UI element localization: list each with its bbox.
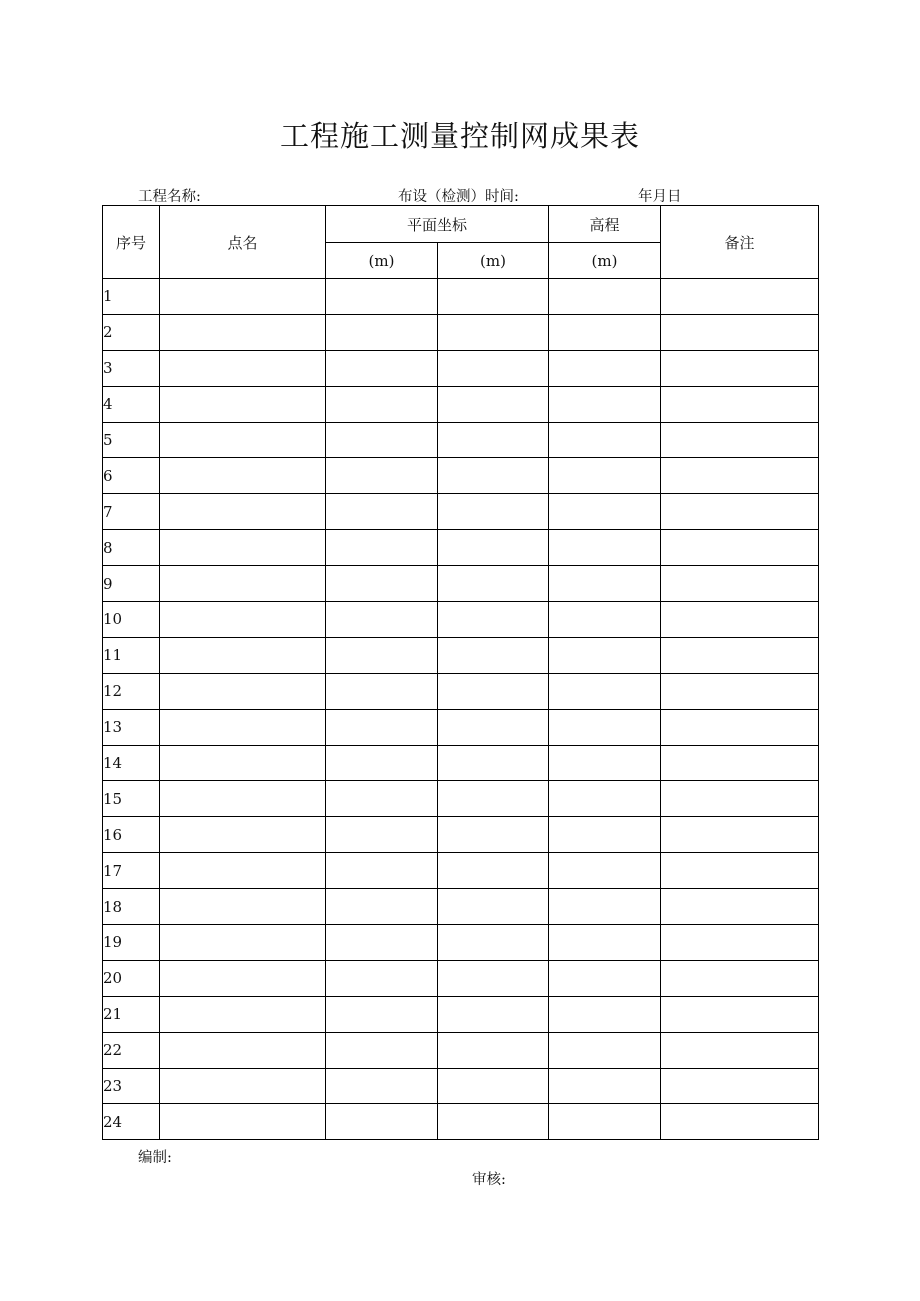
- table-row: [103, 709, 819, 745]
- compiled-by-label: 编制:: [138, 1150, 172, 1166]
- table-row: [103, 745, 819, 781]
- cell-coord-x[interactable]: [326, 350, 438, 386]
- cell-coord-x[interactable]: [326, 889, 438, 925]
- header-elevation: 高程: [549, 206, 661, 243]
- reviewed-by-label: 审核:: [472, 1172, 506, 1188]
- cell-point-name[interactable]: [160, 279, 326, 315]
- cell-point-name[interactable]: [160, 566, 326, 602]
- cell-coord-x[interactable]: [326, 530, 438, 566]
- table-row: [103, 996, 819, 1032]
- cell-point-name[interactable]: [160, 673, 326, 709]
- row-seq-number: 17: [103, 853, 160, 889]
- cell-coord-y[interactable]: [438, 1068, 549, 1104]
- cell-remark[interactable]: [661, 817, 819, 853]
- cell-remark[interactable]: [661, 637, 819, 673]
- table-row: [103, 637, 819, 673]
- cell-point-name[interactable]: [160, 817, 326, 853]
- cell-elevation[interactable]: [549, 853, 661, 889]
- table-row: [103, 314, 819, 350]
- cell-coord-x[interactable]: [326, 279, 438, 315]
- table-row: [103, 889, 819, 925]
- cell-coord-x[interactable]: [326, 1104, 438, 1140]
- cell-coord-y[interactable]: [438, 494, 549, 530]
- cell-coord-y[interactable]: [438, 314, 549, 350]
- header-remark: 备注: [661, 206, 819, 279]
- cell-point-name[interactable]: [160, 781, 326, 817]
- cell-remark[interactable]: [661, 422, 819, 458]
- cell-point-name[interactable]: [160, 458, 326, 494]
- cell-coord-y[interactable]: [438, 960, 549, 996]
- cell-point-name[interactable]: [160, 1032, 326, 1068]
- row-seq-number: 23: [103, 1068, 160, 1104]
- cell-remark[interactable]: [661, 960, 819, 996]
- cell-remark[interactable]: [661, 458, 819, 494]
- table-row: [103, 458, 819, 494]
- cell-remark[interactable]: [661, 494, 819, 530]
- table-row: [103, 566, 819, 602]
- cell-remark[interactable]: [661, 745, 819, 781]
- row-seq-number: 22: [103, 1032, 160, 1068]
- row-seq-number: 13: [103, 709, 160, 745]
- cell-coord-x[interactable]: [326, 925, 438, 961]
- cell-coord-x[interactable]: [326, 745, 438, 781]
- cell-coord-y[interactable]: [438, 889, 549, 925]
- table-row: [103, 960, 819, 996]
- cell-coord-x[interactable]: [326, 602, 438, 638]
- table-row: [103, 602, 819, 638]
- cell-coord-x[interactable]: [326, 422, 438, 458]
- row-seq-number: 3: [103, 350, 160, 386]
- header-unit-y: (m): [438, 243, 549, 279]
- cell-elevation[interactable]: [549, 709, 661, 745]
- cell-coord-x[interactable]: [326, 709, 438, 745]
- cell-remark[interactable]: [661, 602, 819, 638]
- cell-coord-y[interactable]: [438, 458, 549, 494]
- table-row: [103, 1068, 819, 1104]
- cell-coord-x[interactable]: [326, 960, 438, 996]
- cell-remark[interactable]: [661, 781, 819, 817]
- row-seq-number: 15: [103, 781, 160, 817]
- cell-point-name[interactable]: [160, 960, 326, 996]
- cell-elevation[interactable]: [549, 566, 661, 602]
- cell-point-name[interactable]: [160, 853, 326, 889]
- cell-point-name[interactable]: [160, 422, 326, 458]
- cell-coord-y[interactable]: [438, 817, 549, 853]
- table-row: [103, 817, 819, 853]
- table-row: [103, 853, 819, 889]
- cell-coord-y[interactable]: [438, 566, 549, 602]
- cell-remark[interactable]: [661, 314, 819, 350]
- cell-point-name[interactable]: [160, 386, 326, 422]
- cell-point-name[interactable]: [160, 1068, 326, 1104]
- row-seq-number: 6: [103, 458, 160, 494]
- header-point-name: 点名: [160, 206, 326, 279]
- row-seq-number: 16: [103, 817, 160, 853]
- cell-coord-y[interactable]: [438, 996, 549, 1032]
- cell-point-name[interactable]: [160, 314, 326, 350]
- cell-point-name[interactable]: [160, 996, 326, 1032]
- cell-elevation[interactable]: [549, 314, 661, 350]
- cell-coord-y[interactable]: [438, 530, 549, 566]
- cell-elevation[interactable]: [549, 996, 661, 1032]
- row-seq-number: 9: [103, 566, 160, 602]
- cell-coord-y[interactable]: [438, 350, 549, 386]
- cell-remark[interactable]: [661, 673, 819, 709]
- row-seq-number: 18: [103, 889, 160, 925]
- cell-point-name[interactable]: [160, 530, 326, 566]
- cell-elevation[interactable]: [549, 279, 661, 315]
- cell-point-name[interactable]: [160, 1104, 326, 1140]
- table-row: [103, 494, 819, 530]
- header-seq: 序号: [103, 206, 160, 279]
- cell-coord-x[interactable]: [326, 1032, 438, 1068]
- cell-remark[interactable]: [661, 709, 819, 745]
- row-seq-number: 4: [103, 386, 160, 422]
- table-row: [103, 781, 819, 817]
- cell-elevation[interactable]: [549, 637, 661, 673]
- table-row: [103, 386, 819, 422]
- cell-coord-y[interactable]: [438, 602, 549, 638]
- project-name-label: 工程名称:: [138, 189, 201, 205]
- cell-remark[interactable]: [661, 566, 819, 602]
- cell-elevation[interactable]: [549, 817, 661, 853]
- cell-coord-y[interactable]: [438, 925, 549, 961]
- header-unit-x: (m): [326, 243, 438, 279]
- cell-remark[interactable]: [661, 386, 819, 422]
- row-seq-number: 14: [103, 745, 160, 781]
- cell-elevation[interactable]: [549, 925, 661, 961]
- row-seq-number: 19: [103, 925, 160, 961]
- table-row: [103, 279, 819, 315]
- cell-coord-y[interactable]: [438, 745, 549, 781]
- table-row: [103, 673, 819, 709]
- cell-coord-x[interactable]: [326, 458, 438, 494]
- cell-coord-y[interactable]: [438, 1032, 549, 1068]
- cell-remark[interactable]: [661, 1104, 819, 1140]
- cell-elevation[interactable]: [549, 602, 661, 638]
- row-seq-number: 20: [103, 960, 160, 996]
- cell-coord-x[interactable]: [326, 1068, 438, 1104]
- cell-point-name[interactable]: [160, 889, 326, 925]
- header-unit-elevation: (m): [549, 243, 661, 279]
- cell-elevation[interactable]: [549, 1104, 661, 1140]
- cell-coord-y[interactable]: [438, 853, 549, 889]
- control-network-table: [102, 205, 819, 1140]
- row-seq-number: 7: [103, 494, 160, 530]
- cell-elevation[interactable]: [549, 422, 661, 458]
- cell-point-name[interactable]: [160, 925, 326, 961]
- cell-elevation[interactable]: [549, 1032, 661, 1068]
- cell-elevation[interactable]: [549, 494, 661, 530]
- cell-point-name[interactable]: [160, 709, 326, 745]
- row-seq-number: 24: [103, 1104, 160, 1140]
- cell-elevation[interactable]: [549, 889, 661, 925]
- cell-elevation[interactable]: [549, 350, 661, 386]
- row-seq-number: 21: [103, 996, 160, 1032]
- survey-time-label: 布设（检测）时间:: [398, 189, 519, 205]
- cell-coord-x[interactable]: [326, 781, 438, 817]
- row-seq-number: 8: [103, 530, 160, 566]
- table-row: [103, 350, 819, 386]
- cell-point-name[interactable]: [160, 602, 326, 638]
- table-row: [103, 925, 819, 961]
- cell-coord-x[interactable]: [326, 673, 438, 709]
- cell-elevation[interactable]: [549, 960, 661, 996]
- row-seq-number: 10: [103, 602, 160, 638]
- row-seq-number: 2: [103, 314, 160, 350]
- cell-elevation[interactable]: [549, 781, 661, 817]
- row-seq-number: 12: [103, 673, 160, 709]
- row-seq-number: 11: [103, 637, 160, 673]
- cell-coord-y[interactable]: [438, 422, 549, 458]
- cell-coord-x[interactable]: [326, 996, 438, 1032]
- cell-coord-x[interactable]: [326, 566, 438, 602]
- cell-point-name[interactable]: [160, 494, 326, 530]
- header-plane-coords: 平面坐标: [326, 206, 549, 243]
- cell-remark[interactable]: [661, 279, 819, 315]
- cell-coord-x[interactable]: [326, 494, 438, 530]
- cell-coord-y[interactable]: [438, 386, 549, 422]
- cell-remark[interactable]: [661, 530, 819, 566]
- cell-point-name[interactable]: [160, 350, 326, 386]
- cell-remark[interactable]: [661, 996, 819, 1032]
- cell-elevation[interactable]: [549, 530, 661, 566]
- cell-coord-x[interactable]: [326, 853, 438, 889]
- cell-coord-x[interactable]: [326, 386, 438, 422]
- cell-coord-y[interactable]: [438, 279, 549, 315]
- page-title: 工程施工测量控制网成果表: [279, 119, 640, 153]
- cell-elevation[interactable]: [549, 386, 661, 422]
- cell-coord-x[interactable]: [326, 817, 438, 853]
- cell-coord-x[interactable]: [326, 637, 438, 673]
- row-seq-number: 5: [103, 422, 160, 458]
- cell-remark[interactable]: [661, 889, 819, 925]
- cell-coord-y[interactable]: [438, 781, 549, 817]
- cell-remark[interactable]: [661, 350, 819, 386]
- cell-remark[interactable]: [661, 925, 819, 961]
- cell-coord-y[interactable]: [438, 709, 549, 745]
- cell-coord-x[interactable]: [326, 314, 438, 350]
- cell-point-name[interactable]: [160, 637, 326, 673]
- row-seq-number: 1: [103, 279, 160, 315]
- date-label: 年月日: [638, 189, 682, 205]
- cell-elevation[interactable]: [549, 1068, 661, 1104]
- cell-remark[interactable]: [661, 853, 819, 889]
- table-row: [103, 1104, 819, 1140]
- cell-coord-y[interactable]: [438, 1104, 549, 1140]
- cell-elevation[interactable]: [549, 745, 661, 781]
- cell-coord-y[interactable]: [438, 673, 549, 709]
- cell-remark[interactable]: [661, 1032, 819, 1068]
- cell-elevation[interactable]: [549, 458, 661, 494]
- table-row: [103, 530, 819, 566]
- table-row: [103, 422, 819, 458]
- table-row: [103, 1032, 819, 1068]
- cell-point-name[interactable]: [160, 745, 326, 781]
- cell-coord-y[interactable]: [438, 637, 549, 673]
- cell-remark[interactable]: [661, 1068, 819, 1104]
- cell-elevation[interactable]: [549, 673, 661, 709]
